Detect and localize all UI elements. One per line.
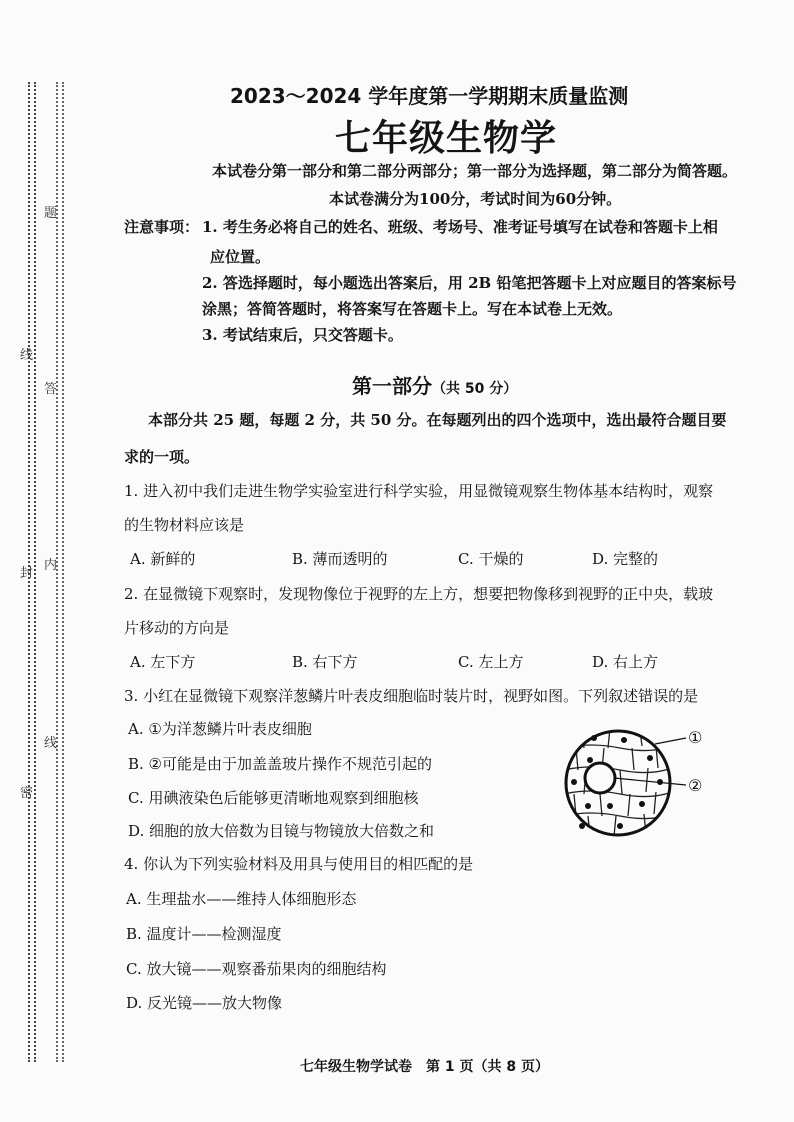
binding-char: 线	[44, 736, 58, 751]
page-footer: 七年级生物学试卷 第 1 页（共 8 页）	[300, 1059, 549, 1075]
note-2a: 2. 答选择题时，每小题选出答案后，用 2B 铅笔把答题卡上对应题目的答案标号	[202, 274, 737, 292]
q3-option-a: A. ①为洋葱鳞片叶表皮细胞	[128, 720, 312, 738]
binding-char: 封	[20, 566, 34, 581]
binding-char: 内	[44, 558, 58, 573]
part-one-desc-1: 本部分共 25 题，每题 2 分，共 50 分。在每题列出的四个选项中，选出最符合题目要	[148, 411, 727, 429]
q2-option-a: A. 左下方	[130, 653, 196, 671]
part-one-score: （共 50 分）	[432, 381, 518, 397]
label-marker-2: ②	[688, 776, 703, 795]
q1-stem-1: 1. 进入初中我们走进生物学实验室进行科学实验，用显微镜观察生物体基本结构时，观察	[124, 482, 714, 500]
notes-label: 注意事项：	[124, 218, 200, 236]
part-one-heading	[352, 370, 517, 399]
note-2b: 涂黑；答简答题时，将答案写在答题卡上。写在本试卷上无效。	[202, 300, 623, 318]
q2-stem-2: 片移动的方向是	[124, 619, 230, 637]
q3-option-c: C. 用碘液染色后能够更清晰地观察到细胞核	[128, 789, 419, 807]
binding-char: 题	[44, 206, 58, 221]
q4-option-d: D. 反光镜——放大物像	[126, 994, 283, 1012]
q2-option-d: D. 右上方	[592, 653, 659, 671]
intro-line-1: 本试卷分第一部分和第二部分两部分；第一部分为选择题，第二部分为简答题。	[212, 162, 738, 180]
q3-option-b: B. ②可能是由于加盖盖玻片操作不规范引起的	[128, 755, 433, 773]
q1-option-d: D. 完整的	[592, 550, 659, 568]
q2-option-b: B. 右下方	[292, 653, 358, 671]
exam-title: 2023～2024 学年度第一学期期末质量监测	[230, 84, 629, 108]
binding-char: 线	[20, 348, 34, 363]
q4-option-a: A. 生理盐水——维持人体细胞形态	[126, 890, 357, 908]
microscope-view-figure	[560, 718, 720, 848]
q1-stem-2: 的生物材料应该是	[124, 516, 245, 534]
q2-option-c: C. 左上方	[458, 653, 524, 671]
note-1a: 1. 考生务必将自己的姓名、班级、考场号、准考证号填写在试卷和答题卡上相	[202, 218, 718, 236]
q1-option-c: C. 干燥的	[458, 550, 524, 568]
label-marker-1: ①	[688, 728, 703, 747]
subject-title: 七年级生物学	[335, 118, 558, 159]
binding-char: 密	[20, 786, 34, 801]
q4-option-c: C. 放大镜——观察番茄果肉的细胞结构	[126, 960, 387, 978]
note-1b: 应位置。	[210, 248, 271, 266]
part-one-desc-2: 求的一项。	[124, 448, 200, 466]
q1-option-a: A. 新鲜的	[130, 550, 196, 568]
q4-option-b: B. 温度计——检测湿度	[126, 925, 282, 943]
q4-stem: 4. 你认为下列实验材料及用具与使用目的相匹配的是	[124, 855, 474, 873]
q3-option-d: D. 细胞的放大倍数为目镜与物镜放大倍数之和	[128, 822, 435, 840]
q2-stem-1: 2. 在显微镜下观察时，发现物像位于视野的左上方，想要把物像移到视野的正中央，载玻	[124, 585, 714, 603]
binding-char: 答	[44, 382, 58, 397]
note-3: 3. 考试结束后，只交答题卡。	[202, 326, 403, 344]
intro-line-2: 本试卷满分为100分，考试时间为60分钟。	[329, 190, 622, 208]
part-one-title: 第一部分	[352, 374, 432, 398]
q1-option-b: B. 薄而透明的	[292, 550, 388, 568]
q3-stem: 3. 小红在显微镜下观察洋葱鳞片叶表皮细胞临时装片时，视野如图。下列叙述错误的是	[124, 687, 699, 705]
